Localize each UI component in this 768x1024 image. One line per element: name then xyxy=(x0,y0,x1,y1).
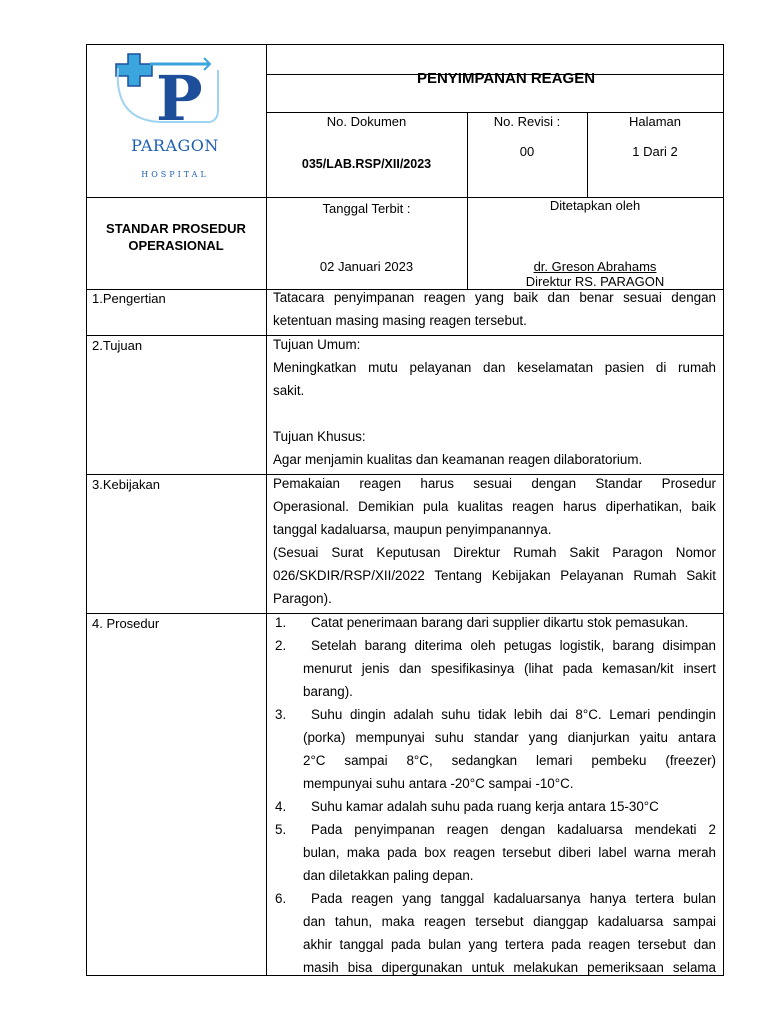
section-label-tujuan: 2.Tujuan xyxy=(92,338,143,353)
paragon-logo-icon xyxy=(100,50,235,140)
document-title: PENYIMPANAN REAGEN xyxy=(416,70,596,87)
svg-text:P: P xyxy=(156,62,203,135)
section-label-pengertian: 1.Pengertian xyxy=(92,291,166,306)
no-revisi-value: 00 xyxy=(519,144,535,159)
list-item: 3. Suhu dingin adalah suhu tidak lebih dai 8°C. Lemari pendingin (porka) mempunyai suhu standar yang dianjurkan yaitu antara 2°C sampai 8°C, sedangkan lemari pembeku (freezer) mempunyai suhu antara -20°C sampai -10°C. xyxy=(275,707,716,791)
logo-name: PARAGON xyxy=(131,136,219,155)
list-item: 2. Setelah barang diterima oleh petugas logistik, barang disimpan menurut jenis dan spesifikasinya (lihat pada kemasan/kit insert barang). xyxy=(275,638,716,699)
table-border-left xyxy=(86,44,87,976)
no-revisi-label: No. Revisi : xyxy=(493,114,561,129)
list-item: 1. Catat penerimaan barang dari supplier dikartu stok pemasukan. xyxy=(275,615,689,630)
prosedur-list xyxy=(273,611,716,979)
no-dokumen-label: No. Dokumen xyxy=(326,114,407,129)
tanggal-terbit-label: Tanggal Terbit : xyxy=(322,201,411,216)
kebijakan-text: Pemakaian reagen harus sesuai dengan Standar Prosedur Operasional. Demikian pula kualitas reagen harus diperhatikan, baik tanggal kadaluarsa, maupun penyimpanannya. (Sesuai Surat Keputusan Direktur Rumah Sakit Paragon Nomor 026/SKDIR/RSP/XII/2022 Tentang Kebijakan Pelayanan Rumah Sakit Paragon). xyxy=(273,476,716,606)
tujuan-text: Tujuan Umum: Meningkatkan mutu pelayanan dan keselamatan pasien di rumah sakit. Tujuan Khusus: Agar menjamin kualitas dan keamanan reagen dilaboratorium. xyxy=(273,337,716,467)
section-label-kebijakan: 3.Kebijakan xyxy=(92,477,160,492)
list-item: 4. Suhu kamar adalah suhu pada ruang kerja antara 15-30°C xyxy=(275,799,659,814)
table-border-top xyxy=(86,44,724,45)
pengertian-text: Tatacara penyimpanan reagen yang baik dan benar sesuai dengan ketentuan masing masing reagen tersebut. xyxy=(273,290,716,328)
signer-name: dr. Greson Abrahams xyxy=(533,259,657,274)
halaman-value: 1 Dari 2 xyxy=(632,144,678,159)
signer-title: Direktur RS. PARAGON xyxy=(525,274,665,289)
no-dokumen-value: 035/LAB.RSP/XII/2023 xyxy=(301,157,432,171)
ditetapkan-label: Ditetapkan oleh xyxy=(549,198,641,213)
halaman-label: Halaman xyxy=(628,114,682,129)
divider xyxy=(266,44,267,976)
list-item: 5. Pada penyimpanan reagen dengan kadaluarsa mendekati 2 bulan, maka pada box reagen tersebut diberi label warna merah dan diletakkan paling depan. xyxy=(275,822,716,883)
sop-title: STANDAR PROSEDUR OPERASIONAL xyxy=(106,221,246,253)
tanggal-terbit-value: 02 Januari 2023 xyxy=(319,259,414,274)
list-item: 6. Pada reagen yang tanggal kadaluarsanya hanya tertera bulan dan tahun, maka reagen tersebut dianggap kadaluarsa sampai akhir tanggal pada bulan yang tertera pada reagen tersebut dan masih bisa dipergunakan untuk melakukan pemeriksaan selama xyxy=(275,891,716,975)
logo-subtitle: HOSPITAL xyxy=(141,170,209,179)
table-border-right xyxy=(723,44,724,976)
hospital-logo xyxy=(100,50,235,190)
section-label-prosedur: 4. Prosedur xyxy=(92,616,160,631)
